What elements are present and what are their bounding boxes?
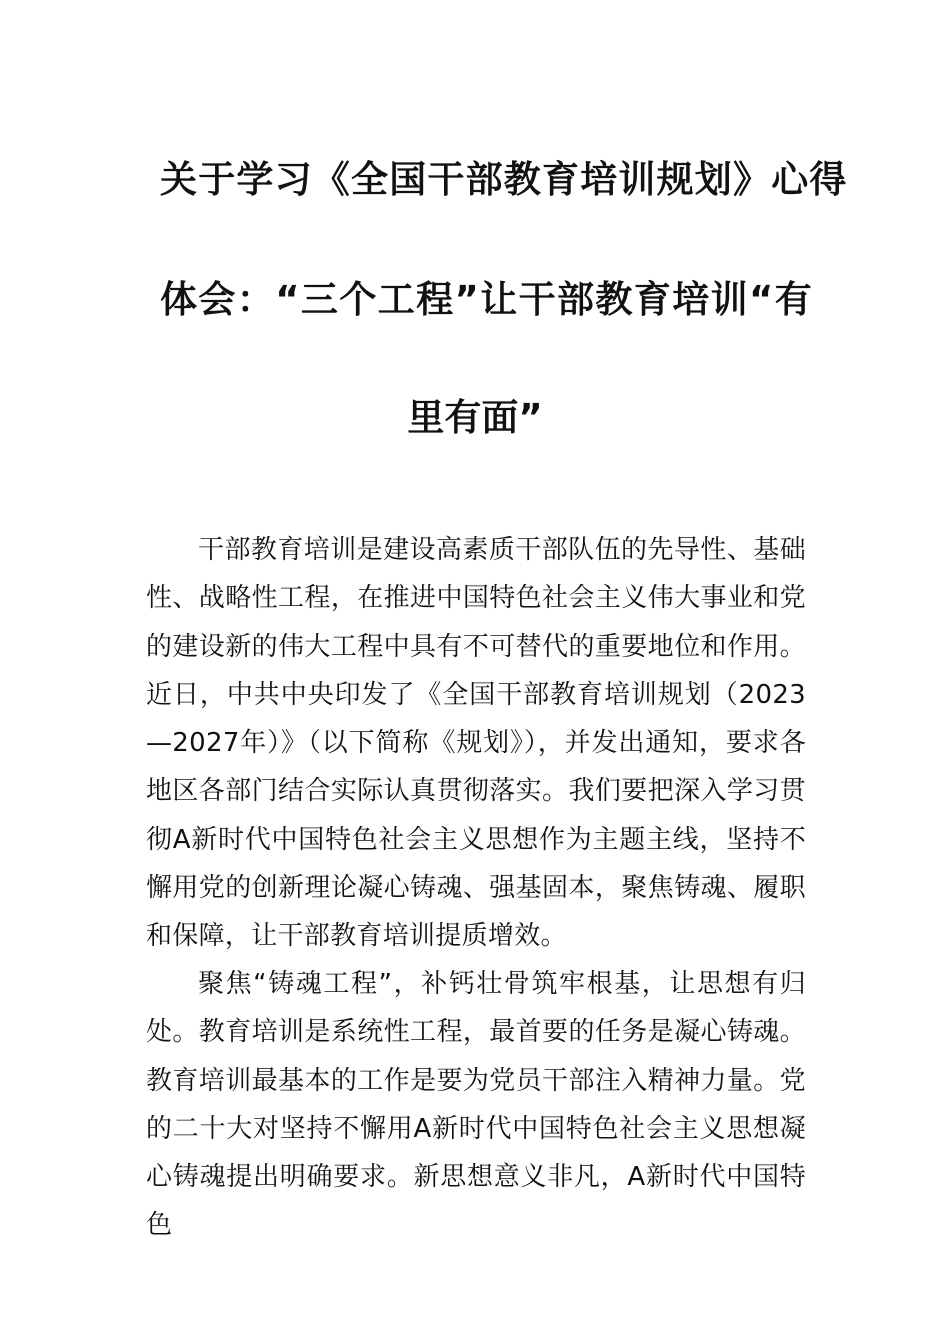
document-title-line-1: 关于学习《全国干部教育培训规划》心得: [160, 158, 848, 201]
body-paragraph-1: 干部教育培训是建设高素质干部队伍的先导性、基础性、战略性工程，在推进中国特色社会主义伟大事业和党的建设新的伟大工程中具有不可替代的重要地位和作用。近日，中共中央印发了《全国干部教育培训规划（2023—2027年）》（以下简称《规划》），并发出通知，要求各地区各部门结合实际认真贯彻落实。我们要把深入学习贯彻A新时代中国特色社会主义思想作为主题主线，坚持不懈用党的创新理论凝心铸魂、强基固本，聚焦铸魂、履职和保障，让干部教育培训提质增效。: [146, 535, 806, 952]
document-title-line-2: 体会：“三个工程”让干部教育培训“有: [160, 278, 814, 321]
document-title-line-3: 里有面”: [407, 396, 543, 439]
body-paragraph-2: 聚焦“铸魂工程”，补钙壮骨筑牢根基，让思想有归处。教育培训是系统性工程，最首要的任务是凝心铸魂。教育培训最基本的工作是要为党员干部注入精神力量。党的二十大对坚持不懈用A新时代中国特色社会主义思想凝心铸魂提出明确要求。新思想意义非凡，A新时代中国特色: [146, 969, 806, 1241]
